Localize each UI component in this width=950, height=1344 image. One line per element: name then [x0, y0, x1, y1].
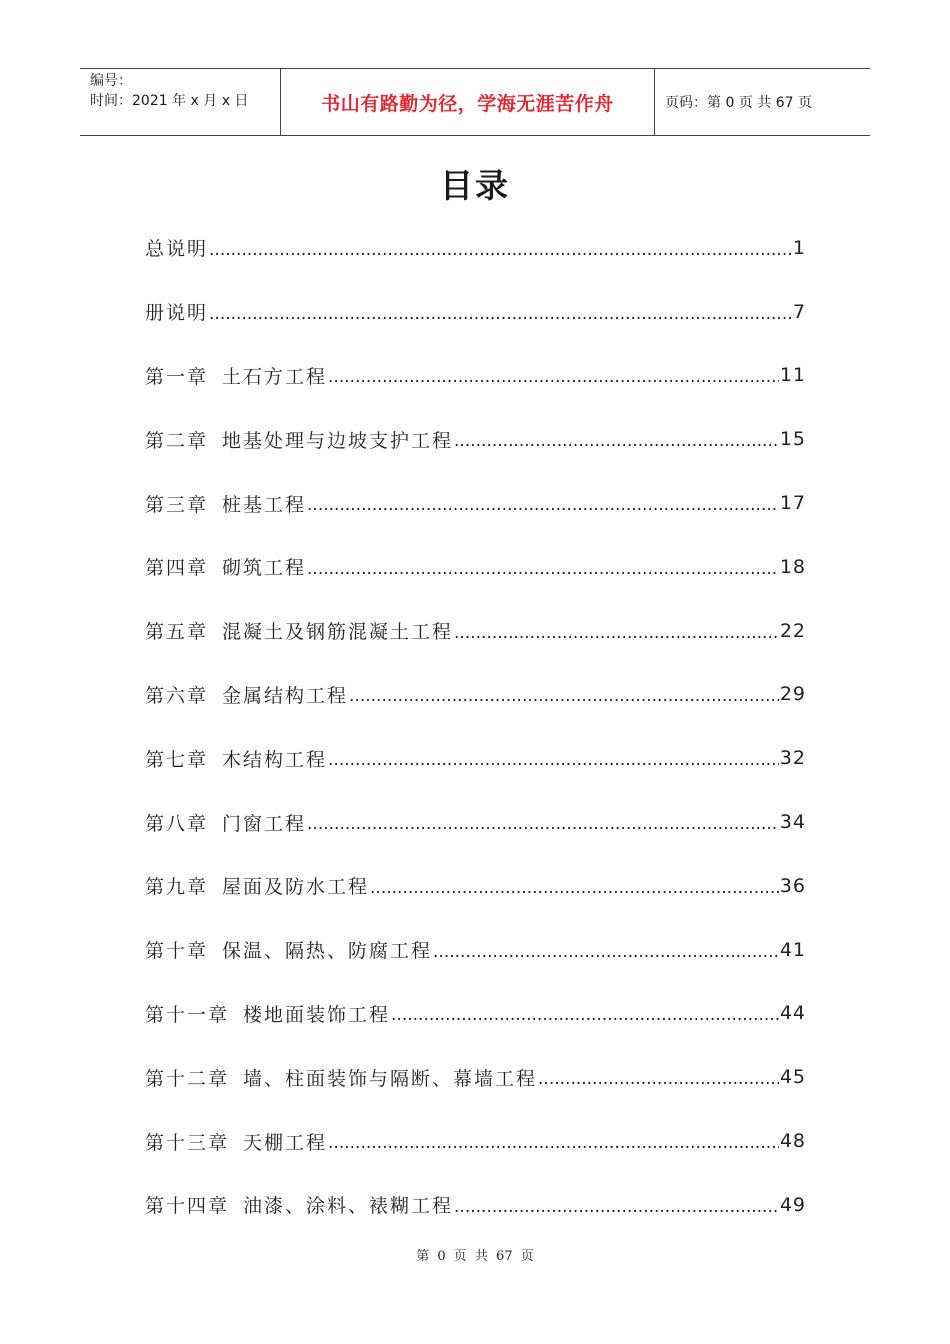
- toc-dot-leader: [370, 876, 779, 898]
- toc-chapter-number: 第十一章: [145, 1003, 230, 1026]
- toc-page-number: 17: [779, 492, 806, 515]
- toc-entry-title: 门窗工程: [222, 812, 307, 835]
- toc-entry-title: 混凝土及钢筋混凝土工程: [222, 621, 454, 644]
- toc-chapter-number: 第四章: [145, 557, 209, 580]
- toc-entry-title: 册说明: [145, 302, 209, 325]
- toc-chapter-number: 第九章: [145, 876, 209, 899]
- toc-entry-title: 桩基工程: [222, 493, 307, 516]
- toc-entry-title: 墙、柱面装饰与隔断、幕墙工程: [243, 1067, 538, 1090]
- toc-page-number: 18: [779, 555, 806, 578]
- toc-entry[interactable]: [145, 1109, 806, 1173]
- toc-dot-leader: [454, 621, 779, 643]
- toc-entry[interactable]: [145, 918, 806, 982]
- toc-entry-title: 屋面及防水工程: [222, 876, 370, 899]
- toc-entry-title: 总说明: [145, 238, 209, 261]
- toc-entry[interactable]: [145, 599, 806, 663]
- toc-dot-leader: [349, 684, 779, 706]
- toc-entry[interactable]: [145, 726, 806, 790]
- toc-chapter-number: 第十二章: [145, 1067, 230, 1090]
- toc-page-number: 1: [792, 236, 806, 259]
- toc-entry[interactable]: [145, 535, 806, 599]
- toc-dot-leader: [307, 493, 779, 515]
- toc-chapter-number: 第十章: [145, 940, 209, 963]
- toc-entry[interactable]: [145, 854, 806, 918]
- toc-page-number: 15: [779, 428, 806, 451]
- toc-page-number: 34: [779, 811, 806, 834]
- toc-page-number: 49: [779, 1193, 806, 1216]
- toc-page-number: 32: [779, 747, 806, 770]
- page-header: [80, 68, 870, 136]
- toc-chapter-number: 第八章: [145, 812, 209, 835]
- toc-entry-title: 油漆、涂料、裱糊工程: [243, 1195, 454, 1218]
- header-page-info: 页码：第 0 页 共 67 页: [665, 95, 812, 111]
- toc-entry-title: 楼地面装饰工程: [243, 1003, 391, 1026]
- toc-dot-leader: [391, 1003, 779, 1025]
- toc-page-number: 48: [779, 1130, 806, 1153]
- toc-dot-leader: [328, 365, 779, 387]
- toc-entry[interactable]: [145, 216, 806, 280]
- toc-page-number: 29: [779, 683, 806, 706]
- toc-entry[interactable]: [145, 790, 806, 854]
- page-footer: 第 0 页 共 67 页: [416, 1249, 534, 1264]
- toc-entry[interactable]: [145, 280, 806, 344]
- toc-entry-title: 天棚工程: [243, 1131, 328, 1154]
- toc-chapter-number: 第一章: [145, 365, 209, 388]
- header-motto: 书山有路勤为径，学海无涯苦作舟: [281, 69, 655, 135]
- header-meta: [80, 69, 281, 135]
- toc-dot-leader: [307, 557, 779, 579]
- toc-dot-leader: [454, 429, 779, 451]
- table-of-contents: [145, 216, 806, 1237]
- document-date: 时间：2021 年 x 月 x 日: [90, 93, 249, 109]
- toc-chapter-number: 第十三章: [145, 1131, 230, 1154]
- toc-entry[interactable]: [145, 344, 806, 408]
- toc-entry-title: 砌筑工程: [222, 557, 307, 580]
- toc-dot-leader: [307, 812, 779, 834]
- toc-page-number: 44: [779, 1002, 806, 1025]
- toc-dot-leader: [328, 1131, 779, 1153]
- toc-entry[interactable]: [145, 663, 806, 727]
- toc-entry-title: 保温、隔热、防腐工程: [222, 940, 433, 963]
- toc-entry-title: 金属结构工程: [222, 684, 349, 707]
- toc-entry[interactable]: [145, 1045, 806, 1109]
- toc-page-number: 36: [779, 874, 806, 897]
- toc-page-number: 7: [792, 300, 806, 323]
- toc-entry[interactable]: [145, 407, 806, 471]
- toc-entry-title: 地基处理与边坡支护工程: [222, 429, 454, 452]
- toc-chapter-number: 第七章: [145, 748, 209, 771]
- toc-dot-leader: [328, 748, 779, 770]
- toc-chapter-number: 第六章: [145, 684, 209, 707]
- toc-chapter-number: 第五章: [145, 621, 209, 644]
- toc-chapter-number: 第三章: [145, 493, 209, 516]
- toc-page-number: 45: [779, 1066, 806, 1089]
- toc-entry-title: 土石方工程: [222, 365, 328, 388]
- toc-page-number: 22: [779, 619, 806, 642]
- toc-chapter-number: 第二章: [145, 429, 209, 452]
- toc-dot-leader: [454, 1195, 779, 1217]
- toc-page-number: 11: [779, 364, 806, 387]
- toc-dot-leader: [538, 1067, 779, 1089]
- toc-entry[interactable]: [145, 1173, 806, 1237]
- toc-entry[interactable]: [145, 982, 806, 1046]
- page-title: 目录: [440, 166, 510, 205]
- document-number-label: 编号：: [90, 73, 132, 89]
- toc-entry[interactable]: [145, 471, 806, 535]
- toc-dot-leader: [209, 238, 792, 260]
- toc-dot-leader: [433, 940, 779, 962]
- toc-entry-title: 木结构工程: [222, 748, 328, 771]
- toc-page-number: 41: [779, 938, 806, 961]
- toc-chapter-number: 第十四章: [145, 1195, 230, 1218]
- toc-dot-leader: [209, 302, 792, 324]
